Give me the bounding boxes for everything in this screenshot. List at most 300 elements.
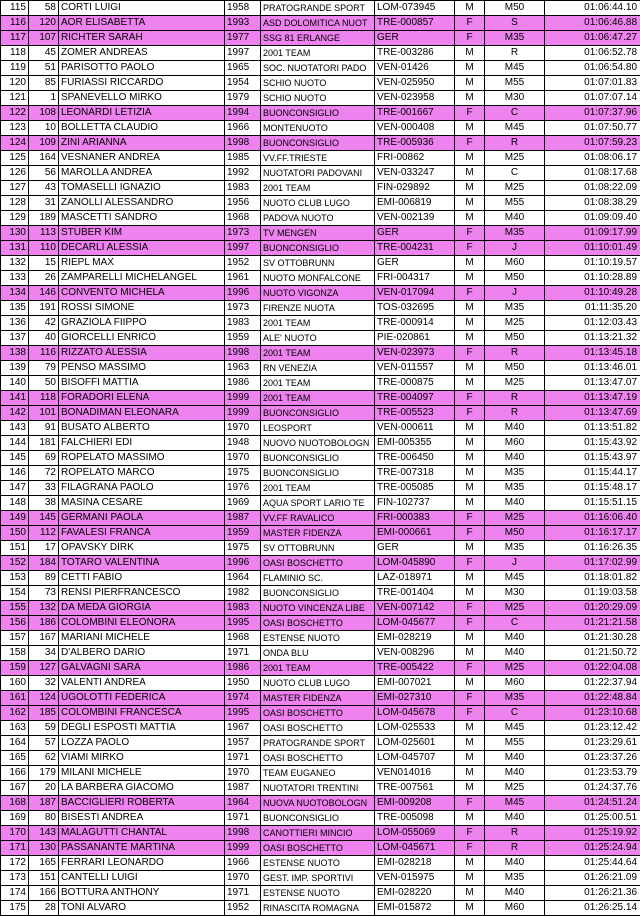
athlete-name-cell: MAROLLA ANDREA (59, 166, 225, 181)
category-cell: M60 (485, 256, 545, 271)
time-cell: 01:15:51.15 (545, 496, 640, 511)
club-code-cell: TRE-005936 (375, 136, 455, 151)
club-code-cell: TRE-006450 (375, 451, 455, 466)
bib-number-cell: 69 (29, 451, 59, 466)
club-name-cell: ASD DOLOMITICA NUOT (261, 16, 375, 31)
bib-number-cell: 187 (29, 796, 59, 811)
position-cell: 145 (1, 451, 29, 466)
sex-cell: F (455, 241, 485, 256)
category-cell: M50 (485, 526, 545, 541)
category-cell: M35 (485, 691, 545, 706)
table-row (1, 346, 640, 361)
sex-cell: F (455, 526, 485, 541)
bib-number-cell: 109 (29, 136, 59, 151)
time-cell: 01:15:43.92 (545, 436, 640, 451)
birth-year-cell: 1985 (225, 151, 261, 166)
category-cell: M35 (485, 871, 545, 886)
athlete-name-cell: FAVALESI FRANCA (59, 526, 225, 541)
birth-year-cell: 1967 (225, 721, 261, 736)
table-row (1, 391, 640, 406)
athlete-name-cell: ROSSI SIMONE (59, 301, 225, 316)
time-cell: 01:13:47.19 (545, 391, 640, 406)
position-cell: 175 (1, 901, 29, 916)
time-cell: 01:16:17.17 (545, 526, 640, 541)
club-code-cell: TRE-001667 (375, 106, 455, 121)
birth-year-cell: 1987 (225, 511, 261, 526)
bib-number-cell: 107 (29, 31, 59, 46)
club-code-cell: TRE-004231 (375, 241, 455, 256)
sex-cell: F (455, 691, 485, 706)
position-cell: 165 (1, 751, 29, 766)
athlete-name-cell: BISOFFI MATTIA (59, 376, 225, 391)
athlete-name-cell: MALAGUTTI CHANTAL (59, 826, 225, 841)
time-cell: 01:22:48.84 (545, 691, 640, 706)
bib-number-cell: 73 (29, 586, 59, 601)
birth-year-cell: 1948 (225, 436, 261, 451)
category-cell: M35 (485, 481, 545, 496)
category-cell: M40 (485, 211, 545, 226)
athlete-name-cell: STUBER KIM (59, 226, 225, 241)
category-cell: M45 (485, 721, 545, 736)
bib-number-cell: 189 (29, 211, 59, 226)
bib-number-cell: 145 (29, 511, 59, 526)
category-cell: M60 (485, 676, 545, 691)
bib-number-cell: 26 (29, 271, 59, 286)
athlete-name-cell: ROPELATO MASSIMO (59, 451, 225, 466)
birth-year-cell: 1952 (225, 901, 261, 916)
club-name-cell: MASTER FIDENZA (261, 526, 375, 541)
bib-number-cell: 113 (29, 226, 59, 241)
bib-number-cell: 124 (29, 691, 59, 706)
birth-year-cell: 1983 (225, 316, 261, 331)
athlete-name-cell: ZAMPARELLI MICHELANGEL (59, 271, 225, 286)
table-row (1, 16, 640, 31)
position-cell: 118 (1, 46, 29, 61)
position-cell: 125 (1, 151, 29, 166)
club-code-cell: TRE-000914 (375, 316, 455, 331)
bib-number-cell: 179 (29, 766, 59, 781)
time-cell: 01:25:44.64 (545, 856, 640, 871)
sex-cell: F (455, 286, 485, 301)
position-cell: 169 (1, 811, 29, 826)
category-cell: M25 (485, 601, 545, 616)
table-row (1, 451, 640, 466)
position-cell: 117 (1, 31, 29, 46)
club-code-cell: EMI-007021 (375, 676, 455, 691)
bib-number-cell: 32 (29, 676, 59, 691)
club-name-cell: SSG 81 ERLANGE (261, 31, 375, 46)
club-name-cell: 2001 TEAM (261, 481, 375, 496)
category-cell: M40 (485, 766, 545, 781)
club-code-cell: LOM-045678 (375, 706, 455, 721)
sex-cell: M (455, 211, 485, 226)
birth-year-cell: 1997 (225, 46, 261, 61)
time-cell: 01:13:45.18 (545, 346, 640, 361)
table-row (1, 481, 640, 496)
sex-cell: M (455, 886, 485, 901)
bib-number-cell: 59 (29, 721, 59, 736)
position-cell: 164 (1, 736, 29, 751)
sex-cell: M (455, 481, 485, 496)
birth-year-cell: 1986 (225, 661, 261, 676)
sex-cell: F (455, 841, 485, 856)
category-cell: R (485, 346, 545, 361)
sex-cell: M (455, 376, 485, 391)
sex-cell: M (455, 46, 485, 61)
category-cell: M25 (485, 376, 545, 391)
club-code-cell: VEN-025950 (375, 76, 455, 91)
position-cell: 151 (1, 541, 29, 556)
category-cell: M25 (485, 661, 545, 676)
time-cell: 01:15:43.97 (545, 451, 640, 466)
sex-cell: M (455, 256, 485, 271)
athlete-name-cell: FURIASSI RICCARDO (59, 76, 225, 91)
time-cell: 01:24:51.24 (545, 796, 640, 811)
athlete-name-cell: OPAVSKY DIRK (59, 541, 225, 556)
time-cell: 01:13:21.32 (545, 331, 640, 346)
table-row (1, 466, 640, 481)
position-cell: 167 (1, 781, 29, 796)
athlete-name-cell: SPANEVELLO MIRKO (59, 91, 225, 106)
time-cell: 01:21:21.58 (545, 616, 640, 631)
club-code-cell: TRE-005422 (375, 661, 455, 676)
bib-number-cell: 112 (29, 526, 59, 541)
birth-year-cell: 1957 (225, 736, 261, 751)
table-row (1, 361, 640, 376)
club-name-cell: NUOTATORI TRENTINI (261, 781, 375, 796)
time-cell: 01:10:19.57 (545, 256, 640, 271)
table-row (1, 811, 640, 826)
birth-year-cell: 1998 (225, 346, 261, 361)
position-cell: 127 (1, 181, 29, 196)
position-cell: 130 (1, 226, 29, 241)
birth-year-cell: 1998 (225, 136, 261, 151)
birth-year-cell: 1970 (225, 766, 261, 781)
club-name-cell: OASI BOSCHETTO (261, 616, 375, 631)
position-cell: 138 (1, 346, 29, 361)
time-cell: 01:06:54.80 (545, 61, 640, 76)
birth-year-cell: 1975 (225, 541, 261, 556)
athlete-name-cell: BOLLETTA CLAUDIO (59, 121, 225, 136)
position-cell: 162 (1, 706, 29, 721)
athlete-name-cell: CONVENTO MICHELA (59, 286, 225, 301)
athlete-name-cell: TONI ALVARO (59, 901, 225, 916)
birth-year-cell: 1992 (225, 166, 261, 181)
bib-number-cell: 40 (29, 331, 59, 346)
category-cell: M40 (485, 646, 545, 661)
club-name-cell: PRATOGRANDE SPORT (261, 1, 375, 16)
athlete-name-cell: GERMANI PAOLA (59, 511, 225, 526)
club-name-cell: NUOVA NUOTOBOLOGN (261, 796, 375, 811)
sex-cell: M (455, 901, 485, 916)
position-cell: 149 (1, 511, 29, 526)
sex-cell: M (455, 721, 485, 736)
position-cell: 156 (1, 616, 29, 631)
category-cell: R (485, 46, 545, 61)
table-row (1, 616, 640, 631)
club-name-cell: AQUA SPORT LARIO TE (261, 496, 375, 511)
club-name-cell: SCHIO NUOTO (261, 76, 375, 91)
time-cell: 01:06:44.10 (545, 1, 640, 16)
table-row (1, 46, 640, 61)
position-cell: 142 (1, 406, 29, 421)
table-row (1, 751, 640, 766)
sex-cell: F (455, 346, 485, 361)
bib-number-cell: 1 (29, 91, 59, 106)
time-cell: 01:07:37.96 (545, 106, 640, 121)
time-cell: 01:10:28.89 (545, 271, 640, 286)
bib-number-cell: 166 (29, 886, 59, 901)
club-name-cell: TV MENGEN (261, 226, 375, 241)
table-row (1, 556, 640, 571)
club-name-cell: BUONCONSIGLIO (261, 466, 375, 481)
time-cell: 01:21:30.28 (545, 631, 640, 646)
club-name-cell: 2001 TEAM (261, 661, 375, 676)
bib-number-cell: 17 (29, 541, 59, 556)
birth-year-cell: 1954 (225, 76, 261, 91)
time-cell: 01:10:49.28 (545, 286, 640, 301)
bib-number-cell: 51 (29, 61, 59, 76)
club-name-cell: SOC. NUOTATORI PADO (261, 61, 375, 76)
club-name-cell: LEOSPORT (261, 421, 375, 436)
sex-cell: F (455, 16, 485, 31)
category-cell: M45 (485, 571, 545, 586)
category-cell: M50 (485, 331, 545, 346)
club-code-cell: LOM-025601 (375, 736, 455, 751)
bib-number-cell: 185 (29, 706, 59, 721)
category-cell: R (485, 841, 545, 856)
athlete-name-cell: GRAZIOLA FIIPPO (59, 316, 225, 331)
athlete-name-cell: RIZZATO ALESSIA (59, 346, 225, 361)
sex-cell: M (455, 571, 485, 586)
club-name-cell: 2001 TEAM (261, 391, 375, 406)
club-code-cell: TRE-004097 (375, 391, 455, 406)
birth-year-cell: 1961 (225, 271, 261, 286)
table-row (1, 376, 640, 391)
time-cell: 01:23:37.26 (545, 751, 640, 766)
time-cell: 01:08:06.17 (545, 151, 640, 166)
club-code-cell: VEN-023958 (375, 91, 455, 106)
table-row (1, 856, 640, 871)
birth-year-cell: 1965 (225, 61, 261, 76)
club-code-cell: TRE-007318 (375, 466, 455, 481)
club-code-cell: LAZ-018971 (375, 571, 455, 586)
club-name-cell: VV.FF RAVALICO (261, 511, 375, 526)
athlete-name-cell: FERRARI LEONARDO (59, 856, 225, 871)
birth-year-cell: 1993 (225, 16, 261, 31)
table-row (1, 226, 640, 241)
sex-cell: M (455, 856, 485, 871)
table-row (1, 706, 640, 721)
position-cell: 129 (1, 211, 29, 226)
category-cell: M40 (485, 631, 545, 646)
club-name-cell: FIRENZE NUOTA (261, 301, 375, 316)
time-cell: 01:17:02.99 (545, 556, 640, 571)
category-cell: M40 (485, 421, 545, 436)
category-cell: M45 (485, 121, 545, 136)
time-cell: 01:12:03.43 (545, 316, 640, 331)
category-cell: M25 (485, 781, 545, 796)
club-code-cell: TRE-005523 (375, 406, 455, 421)
athlete-name-cell: BISESTI ANDREA (59, 811, 225, 826)
position-cell: 120 (1, 76, 29, 91)
time-cell: 01:22:04.08 (545, 661, 640, 676)
category-cell: R (485, 826, 545, 841)
category-cell: S (485, 16, 545, 31)
birth-year-cell: 1970 (225, 871, 261, 886)
position-cell: 136 (1, 316, 29, 331)
category-cell: M40 (485, 751, 545, 766)
club-name-cell: NUOVO NUOTOBOLOGN (261, 436, 375, 451)
time-cell: 01:15:48.17 (545, 481, 640, 496)
position-cell: 157 (1, 631, 29, 646)
bib-number-cell: 184 (29, 556, 59, 571)
position-cell: 135 (1, 301, 29, 316)
position-cell: 123 (1, 121, 29, 136)
athlete-name-cell: BACCIGLIERI ROBERTA (59, 796, 225, 811)
club-code-cell: VEN-017094 (375, 286, 455, 301)
club-name-cell: FLAMINIO SC. (261, 571, 375, 586)
table-row (1, 271, 640, 286)
table-row (1, 526, 640, 541)
category-cell: J (485, 556, 545, 571)
athlete-name-cell: PARISOTTO PAOLO (59, 61, 225, 76)
position-cell: 173 (1, 871, 29, 886)
club-name-cell: NUOTATORI PADOVANI (261, 166, 375, 181)
time-cell: 01:08:17.68 (545, 166, 640, 181)
position-cell: 160 (1, 676, 29, 691)
club-code-cell: TOS-032695 (375, 301, 455, 316)
birth-year-cell: 1952 (225, 256, 261, 271)
position-cell: 152 (1, 556, 29, 571)
time-cell: 01:23:10.68 (545, 706, 640, 721)
bib-number-cell: 181 (29, 436, 59, 451)
table-row (1, 106, 640, 121)
club-code-cell: EMI-028220 (375, 886, 455, 901)
position-cell: 122 (1, 106, 29, 121)
birth-year-cell: 1976 (225, 481, 261, 496)
birth-year-cell: 1966 (225, 856, 261, 871)
club-name-cell: RN VENEZIA (261, 361, 375, 376)
birth-year-cell: 1970 (225, 451, 261, 466)
sex-cell: M (455, 586, 485, 601)
club-code-cell: VEN-007142 (375, 601, 455, 616)
club-name-cell: 2001 TEAM (261, 346, 375, 361)
club-code-cell: TRE-000875 (375, 376, 455, 391)
club-code-cell: TRE-007561 (375, 781, 455, 796)
birth-year-cell: 1970 (225, 421, 261, 436)
time-cell: 01:18:01.82 (545, 571, 640, 586)
club-name-cell: 2001 TEAM (261, 181, 375, 196)
birth-year-cell: 1963 (225, 361, 261, 376)
time-cell: 01:23:29.61 (545, 736, 640, 751)
sex-cell: M (455, 121, 485, 136)
sex-cell: F (455, 226, 485, 241)
sex-cell: M (455, 421, 485, 436)
athlete-name-cell: CETTI FABIO (59, 571, 225, 586)
club-code-cell: VEN-015975 (375, 871, 455, 886)
athlete-name-cell: COLOMBINI FRANCESCA (59, 706, 225, 721)
club-code-cell: LOM-073945 (375, 1, 455, 16)
category-cell: C (485, 616, 545, 631)
sex-cell: F (455, 391, 485, 406)
position-cell: 115 (1, 1, 29, 16)
time-cell: 01:13:47.69 (545, 406, 640, 421)
club-name-cell: BUONCONSIGLIO (261, 811, 375, 826)
birth-year-cell: 1987 (225, 781, 261, 796)
birth-year-cell: 1950 (225, 676, 261, 691)
category-cell: M55 (485, 196, 545, 211)
time-cell: 01:16:06.40 (545, 511, 640, 526)
birth-year-cell: 1969 (225, 496, 261, 511)
athlete-name-cell: PASSANANTE MARTINA (59, 841, 225, 856)
bib-number-cell: 164 (29, 151, 59, 166)
athlete-name-cell: FALCHIERI EDI (59, 436, 225, 451)
table-row (1, 76, 640, 91)
bib-number-cell: 146 (29, 286, 59, 301)
bib-number-cell: 58 (29, 1, 59, 16)
birth-year-cell: 1973 (225, 301, 261, 316)
category-cell: R (485, 136, 545, 151)
time-cell: 01:13:46.01 (545, 361, 640, 376)
bib-number-cell: 62 (29, 751, 59, 766)
bib-number-cell: 57 (29, 736, 59, 751)
category-cell: M35 (485, 466, 545, 481)
club-code-cell: VEN-011557 (375, 361, 455, 376)
table-row (1, 286, 640, 301)
position-cell: 132 (1, 256, 29, 271)
time-cell: 01:07:01.83 (545, 76, 640, 91)
birth-year-cell: 1982 (225, 586, 261, 601)
bib-number-cell: 45 (29, 46, 59, 61)
sex-cell: F (455, 661, 485, 676)
birth-year-cell: 1977 (225, 31, 261, 46)
table-row (1, 166, 640, 181)
sex-cell: M (455, 181, 485, 196)
position-cell: 119 (1, 61, 29, 76)
birth-year-cell: 1999 (225, 391, 261, 406)
birth-year-cell: 1975 (225, 466, 261, 481)
bib-number-cell: 191 (29, 301, 59, 316)
athlete-name-cell: RENSI PIERFRANCESCO (59, 586, 225, 601)
club-code-cell: GER (375, 31, 455, 46)
time-cell: 01:25:00.51 (545, 811, 640, 826)
club-code-cell: GER (375, 226, 455, 241)
category-cell: M40 (485, 886, 545, 901)
table-row (1, 601, 640, 616)
athlete-name-cell: GALVAGNI SARA (59, 661, 225, 676)
club-code-cell: TRE-000857 (375, 16, 455, 31)
position-cell: 168 (1, 796, 29, 811)
sex-cell: M (455, 271, 485, 286)
bib-number-cell: 72 (29, 466, 59, 481)
birth-year-cell: 1983 (225, 181, 261, 196)
sex-cell: M (455, 646, 485, 661)
category-cell: M40 (485, 496, 545, 511)
birth-year-cell: 1966 (225, 121, 261, 136)
bib-number-cell: 20 (29, 781, 59, 796)
sex-cell: M (455, 331, 485, 346)
birth-year-cell: 1959 (225, 331, 261, 346)
club-name-cell: ESTENSE NUOTO (261, 886, 375, 901)
position-cell: 147 (1, 481, 29, 496)
position-cell: 171 (1, 841, 29, 856)
time-cell: 01:19:03.58 (545, 586, 640, 601)
table-row (1, 541, 640, 556)
birth-year-cell: 1973 (225, 226, 261, 241)
sex-cell: M (455, 301, 485, 316)
category-cell: C (485, 106, 545, 121)
